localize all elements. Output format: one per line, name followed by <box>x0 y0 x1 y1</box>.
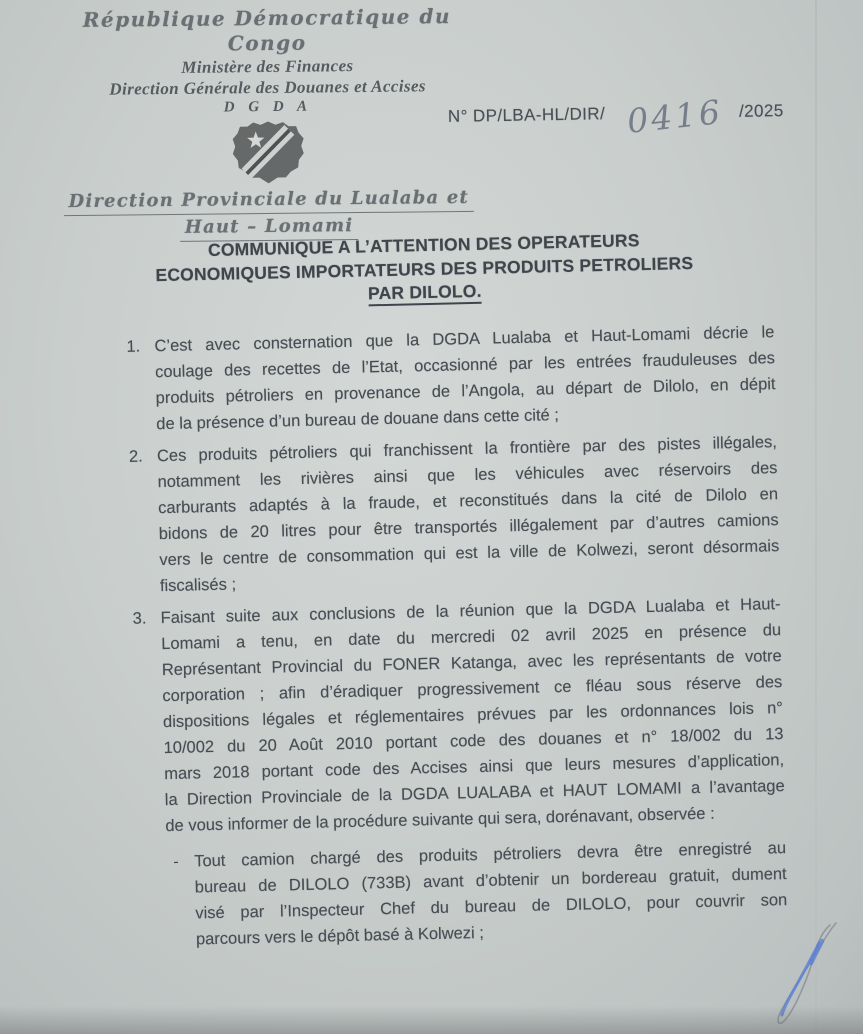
bullet-text: Tout camion chargé des produits pétroliers devra être enregistré au bureau de DILOLO (733B) avant d’obtenir un bordereau gratuit, dument visé par l’Inspecteur Chef du bureau de DILOLO, pour couvrir son parcours vers le dépôt basé à Kolwezi ; <box>193 838 788 948</box>
dgda-shield-logo-icon <box>228 119 309 186</box>
provincial-direction-line1: Direction Provinciale du Lualaba et <box>63 185 474 216</box>
letterhead <box>49 4 487 244</box>
title-line-1: COMMUNIQUE A L’ATTENTION DES OPERATEURS <box>207 230 640 260</box>
reference-prefix: N° DP/LBA-HL/DIR/ <box>447 104 606 126</box>
document-body <box>0 214 863 956</box>
paragraph-number: 2. <box>128 447 143 466</box>
title-line-2: ECONOMIQUES IMPORTATEURS DES PRODUITS PETROLIERS <box>155 252 694 285</box>
paragraph-number: 3. <box>132 608 147 628</box>
dash-bullet-marker: - <box>172 852 179 871</box>
dgda-acronym: D G D A <box>223 98 313 116</box>
handwritten-signature-paraph-icon <box>735 917 861 1034</box>
paragraph-text: Ces produits pétroliers qui franchissent la frontière par des pistes illégales, notamment les rivières ainsi que les véhicules avec réservoirs des carburants adaptés à la fraude, et reconstitués dans la cité de Dilolo en bidons de 20 litres pour être transportés illégalement par d’autres camions vers le centre de consommation qui est la ville de Kolwezi, seront désormais fiscalisés ; <box>156 432 780 595</box>
paragraph-item-3 <box>132 589 863 840</box>
reference-number-handwritten: 0416 <box>625 92 725 141</box>
country-name: République Démocratique du Congo <box>82 4 452 56</box>
paragraph-item-1 <box>126 317 859 438</box>
paragraph-text: Faisant suite aux conclusions de la réunion que la DGDA Lualaba et Haut- Lomami a tenu, en date du mercredi 02 avril 2025 en présence du Représentant Provincial du FONER Katanga, avec les représentants de votre corporation ; afin d’éradiquer progressivement ce fléau sous réserve des dispositions légales et réglementaires prévues par les ordonnances lois n° 10/002 du 20 Août 2010 portant code des douanes et n° 18/002 du 13 mars 2018 portant code des Accises ainsi que leurs mesures d’application, la Direction Provinciale de la DGDA LUALABA et HAUT LOMAMI a l’avantage de vous informer de la procédure suivante qui sera, dorénavant, observée : <box>160 594 785 835</box>
paragraph-number: 1. <box>126 337 141 356</box>
provincial-direction-line2: Haut – Lomami <box>180 213 359 242</box>
ministry-name: Ministère des Finances <box>181 56 354 77</box>
reference-number <box>447 92 784 141</box>
numbered-paragraph-list <box>0 317 863 956</box>
title-line-3: PAR DILOLO. <box>368 281 482 307</box>
paragraph-text: C’est avec consternation que la DGDA Lualaba et Haut-Lomami décrie le coulage des recettes de l’Etat, occasionné par les entrées frauduleuses des produits pétroliers en provenance de l’Angola, au départ de Dilolo, en dépit de la présence d’un bureau de douane dans cette cité ; <box>154 322 776 433</box>
paragraph-item-2 <box>129 427 863 600</box>
reference-year: /2025 <box>738 101 784 121</box>
directorate-name: Direction Générale des Douanes et Accises <box>109 76 426 99</box>
document-title <box>0 224 857 314</box>
